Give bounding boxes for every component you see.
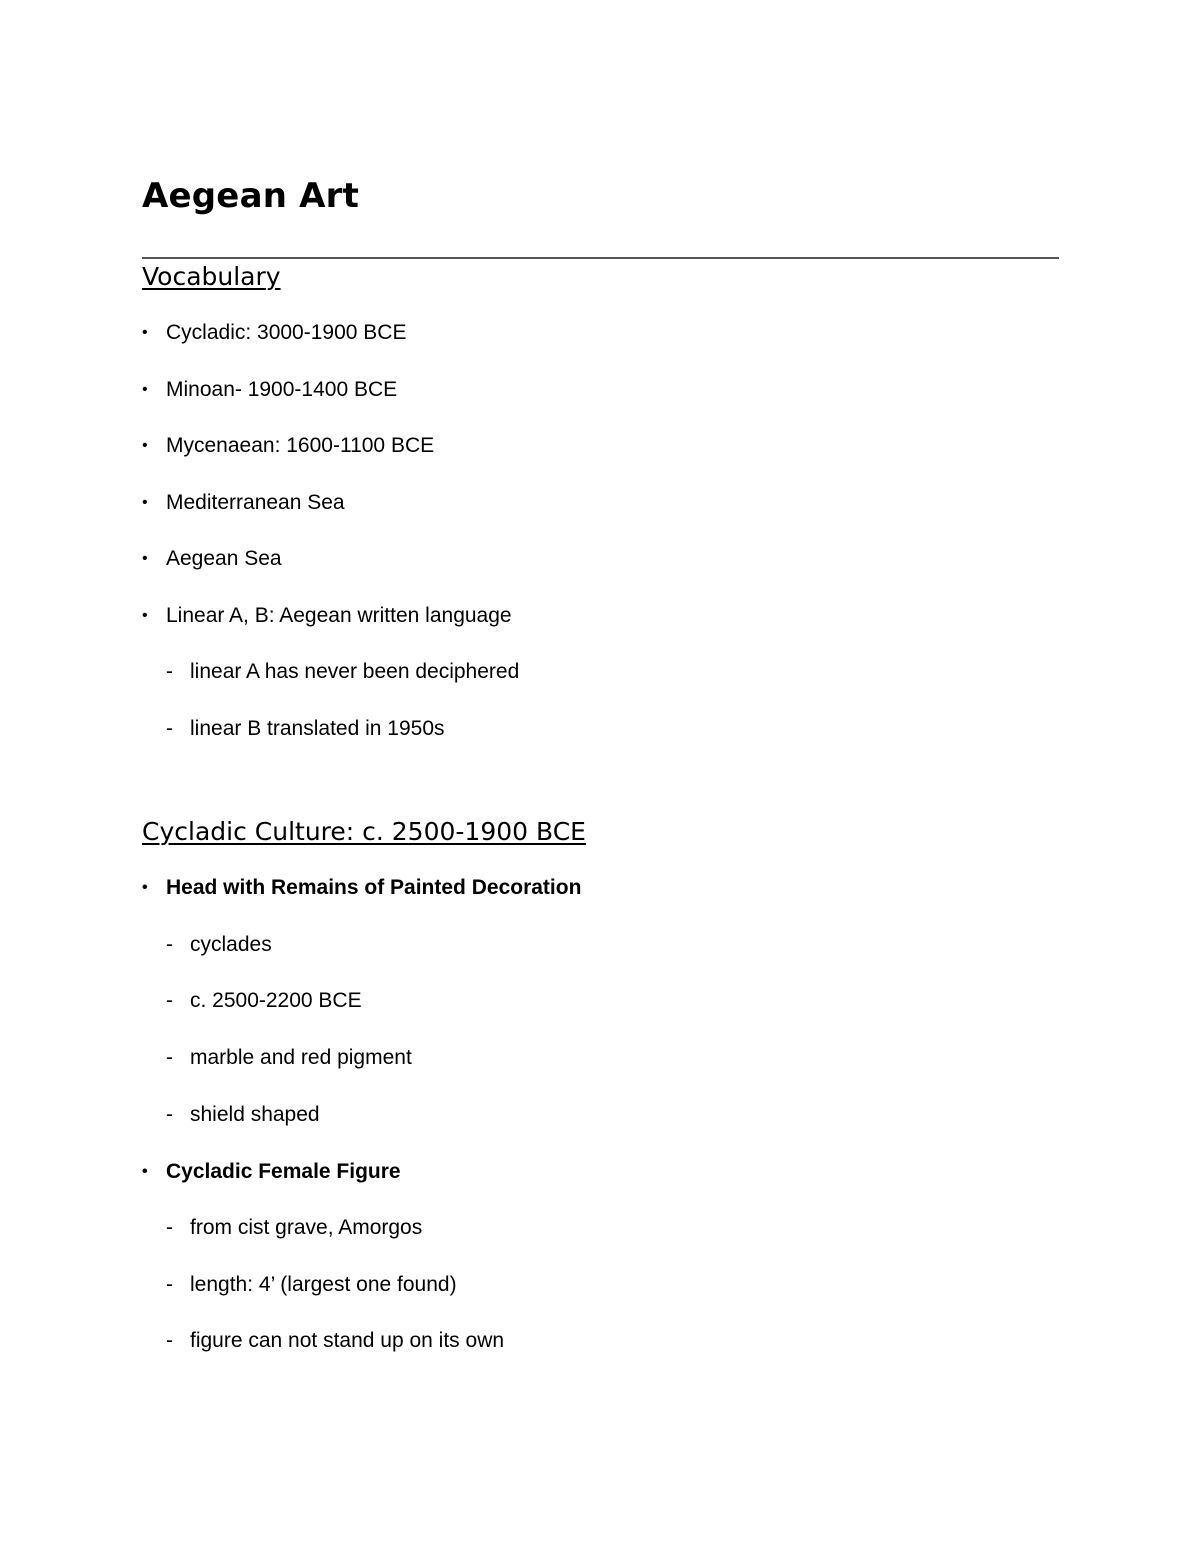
vocabulary-subitem-text: linear A has never been deciphered xyxy=(190,660,520,683)
vocabulary-subitem xyxy=(166,714,445,744)
dash-icon: - xyxy=(166,1216,173,1239)
bullet-icon: • xyxy=(142,437,148,454)
vocabulary-item-text: Minoan- 1900-1400 BCE xyxy=(166,378,398,401)
vocabulary-item xyxy=(142,375,397,405)
artwork-detail xyxy=(166,930,272,960)
vocabulary-item xyxy=(142,431,434,461)
bullet-icon: • xyxy=(142,324,148,341)
artwork-title-text: Head with Remains of Painted Decoration xyxy=(166,876,582,899)
dash-icon: - xyxy=(166,1103,173,1126)
dash-icon: - xyxy=(166,717,173,740)
vocabulary-subitem-text: linear B translated in 1950s xyxy=(190,717,445,740)
artwork-title xyxy=(142,1157,401,1187)
vocabulary-item xyxy=(142,318,406,348)
artwork-detail xyxy=(166,986,362,1016)
vocabulary-item-text: Mycenaean: 1600-1100 BCE xyxy=(166,434,435,457)
artwork-detail-text: length: 4’ (largest one found) xyxy=(190,1273,457,1296)
artwork-detail xyxy=(166,1326,504,1356)
title-divider xyxy=(142,257,1059,259)
artwork-title-text: Cycladic Female Figure xyxy=(166,1160,401,1183)
dash-icon: - xyxy=(166,933,173,956)
artwork-detail xyxy=(166,1270,457,1300)
artwork-detail-text: cyclades xyxy=(190,933,272,956)
dash-icon: - xyxy=(166,989,173,1012)
artwork-detail-text: figure can not stand up on its own xyxy=(190,1329,505,1352)
bullet-icon: • xyxy=(142,607,148,624)
bullet-icon: • xyxy=(142,1163,148,1180)
dash-icon: - xyxy=(166,1329,173,1352)
vocabulary-item xyxy=(142,601,512,631)
vocabulary-heading: Vocabulary xyxy=(142,262,281,291)
bullet-icon: • xyxy=(142,381,148,398)
vocabulary-item xyxy=(142,544,282,574)
vocabulary-item-text: Linear A, B: Aegean written language xyxy=(166,604,512,627)
dash-icon: - xyxy=(166,1046,173,1069)
artwork-detail-text: from cist grave, Amorgos xyxy=(190,1216,423,1239)
dash-icon: - xyxy=(166,1273,173,1296)
cycladic-heading: Cycladic Culture: c. 2500-1900 BCE xyxy=(142,817,586,846)
artwork-detail xyxy=(166,1100,320,1130)
dash-icon: - xyxy=(166,660,173,683)
artwork-detail-text: shield shaped xyxy=(190,1103,320,1126)
bullet-icon: • xyxy=(142,550,148,567)
artwork-detail xyxy=(166,1213,422,1243)
vocabulary-subitem xyxy=(166,657,519,687)
bullet-icon: • xyxy=(142,494,148,511)
vocabulary-item-text: Aegean Sea xyxy=(166,547,282,570)
vocabulary-item-text: Mediterranean Sea xyxy=(166,491,345,514)
vocabulary-item xyxy=(142,488,345,518)
document-title: Aegean Art xyxy=(142,176,360,216)
bullet-icon: • xyxy=(142,879,148,896)
artwork-detail-text: c. 2500-2200 BCE xyxy=(190,989,362,1012)
artwork-title xyxy=(142,873,581,903)
artwork-detail-text: marble and red pigment xyxy=(190,1046,412,1069)
artwork-detail xyxy=(166,1043,412,1073)
vocabulary-item-text: Cycladic: 3000-1900 BCE xyxy=(166,321,407,344)
